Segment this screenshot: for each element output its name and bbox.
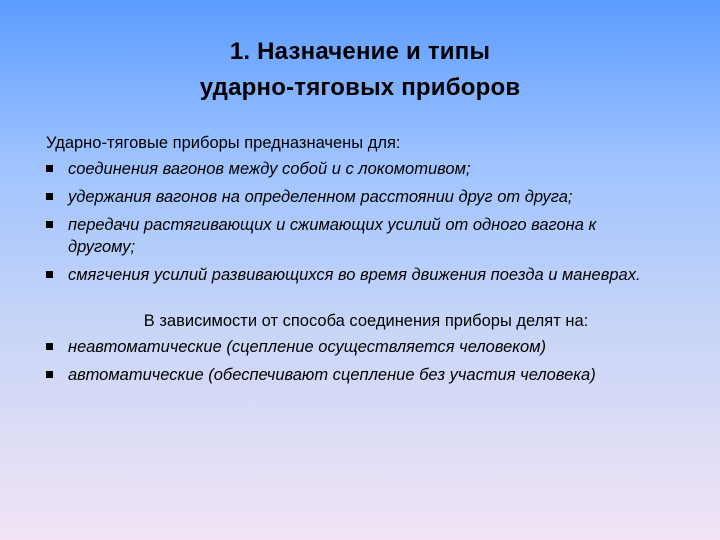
slide-title [0, 34, 720, 106]
purpose-list [46, 158, 686, 286]
purpose-item [46, 214, 628, 258]
type-item [46, 364, 628, 386]
purpose-item-text: смягчения усилий развивающихся во время движения поезда и маневрах. [68, 266, 641, 284]
purpose-item-text: удержания вагонов на определенном расстоянии друг от друга; [68, 188, 573, 206]
purpose-intro: Ударно-тяговые приборы предназначены для: [46, 134, 401, 152]
square-bullet-icon [46, 343, 53, 350]
square-bullet-icon [46, 271, 53, 278]
square-bullet-icon [46, 193, 53, 200]
type-list [46, 336, 686, 386]
slide-title-line-2: ударно-тяговых приборов [199, 74, 521, 101]
purpose-item [46, 264, 668, 286]
type-item-text: автоматические (обеспечивают сцепление без участия человека) [68, 366, 596, 384]
slide-title-line-1: 1. Назначение и типы [229, 38, 491, 65]
purpose-item [46, 186, 588, 208]
square-bullet-icon [46, 165, 53, 172]
type-item-text: неавтоматические (сцепление осуществляется человеком) [68, 338, 547, 356]
type-item [46, 336, 686, 358]
purpose-item-text: передачи растягивающих и сжимающих усилий от одного вагона к другому; [68, 216, 597, 256]
square-bullet-icon [46, 221, 53, 228]
classification-intro: В зависимости от способа соединения приборы делят на: [143, 312, 589, 330]
square-bullet-icon [46, 371, 53, 378]
slide-content [46, 132, 686, 392]
purpose-item-text: соединения вагонов между собой и с локомотивом; [68, 160, 471, 178]
purpose-item [46, 158, 686, 180]
